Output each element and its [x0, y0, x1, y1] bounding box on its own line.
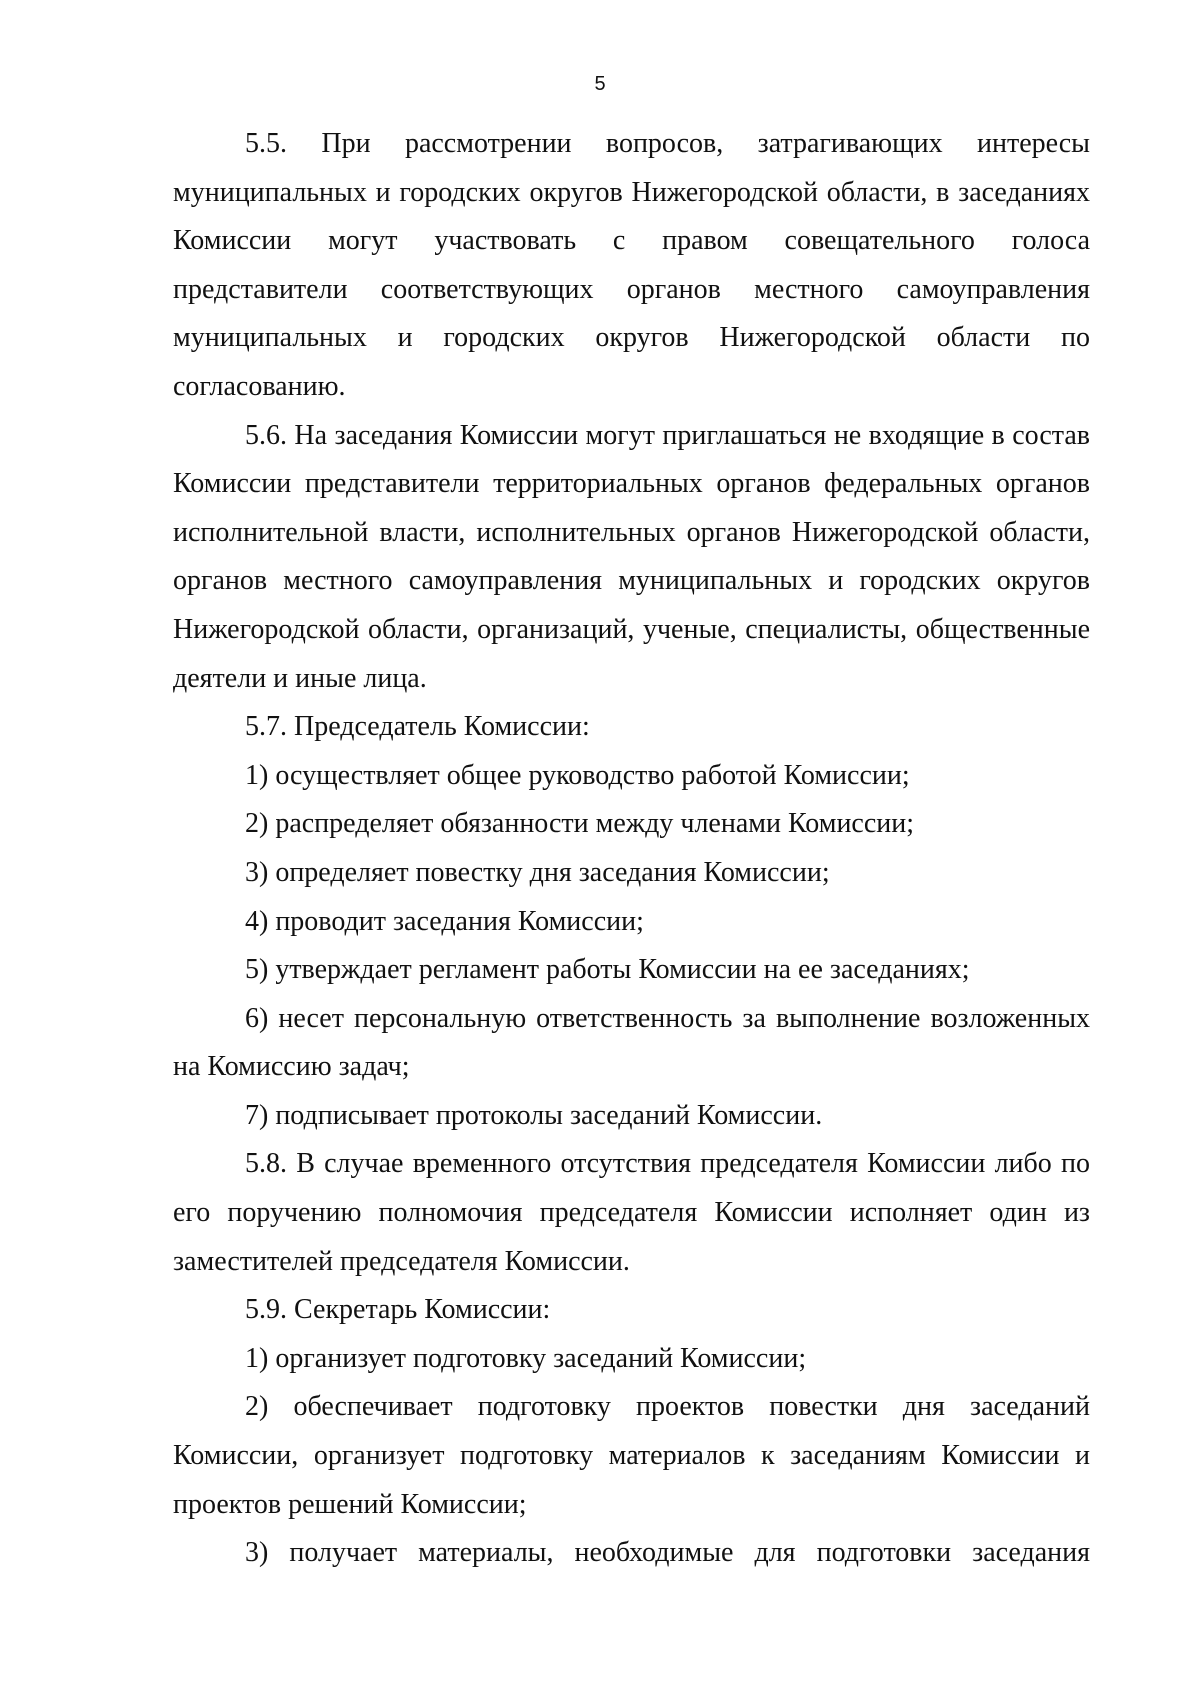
paragraph-5-7: 5.7. Председатель Комиссии: [245, 711, 590, 743]
paragraph-5-5: 5.5. При рассмотрении вопросов, затрагивающих интересы муниципальных и городских округов Нижегородской области, в заседаниях Комиссии могут участвовать с правом совещательного голоса представители соответствующих органов местного самоуправления муниципальных и городских округов Нижегородской области по согласованию. [173, 128, 1090, 402]
list-item: 3) получает материалы, необходимые для подготовки заседания [245, 1537, 1090, 1569]
paragraph-5-9: 5.9. Секретарь Комиссии: [245, 1294, 551, 1326]
list-item: 1) осуществляет общее руководство работой Комиссии; [245, 759, 910, 791]
document-body [173, 120, 1090, 1578]
list-item: 5) утверждает регламент работы Комиссии на ее заседаниях; [245, 954, 970, 986]
page-number: 5 [594, 73, 606, 95]
list-item: 6) несет персональную ответственность за выполнение возложенных на Комиссию задач; [173, 1002, 1090, 1083]
list-item: 3) определяет повестку дня заседания Комиссии; [245, 856, 830, 888]
list-item: 7) подписывает протоколы заседаний Комиссии. [245, 1099, 823, 1131]
list-item: 1) организует подготовку заседаний Комиссии; [245, 1342, 807, 1374]
paragraph-5-8: 5.8. В случае временного отсутствия председателя Комиссии либо по его поручению полномочия председателя Комиссии исполняет один из заместителей председателя Комиссии. [173, 1148, 1090, 1277]
list-item: 2) обеспечивает подготовку проектов повестки дня заседаний Комиссии, организует подготовку материалов к заседаниям Комиссии и проектов решений Комиссии; [173, 1391, 1090, 1520]
list-item: 2) распределяет обязанности между членами Комиссии; [245, 808, 915, 840]
paragraph-5-6: 5.6. На заседания Комиссии могут приглашаться не входящие в состав Комиссии представители территориальных органов федеральных органов исполнительной власти, исполнительных органов Нижегородской области, органов местного самоуправления муниципальных и городских округов Нижегородской области, организаций, ученые, специалисты, общественные деятели и иные лица. [173, 419, 1090, 694]
list-item: 4) проводит заседания Комиссии; [245, 905, 644, 937]
